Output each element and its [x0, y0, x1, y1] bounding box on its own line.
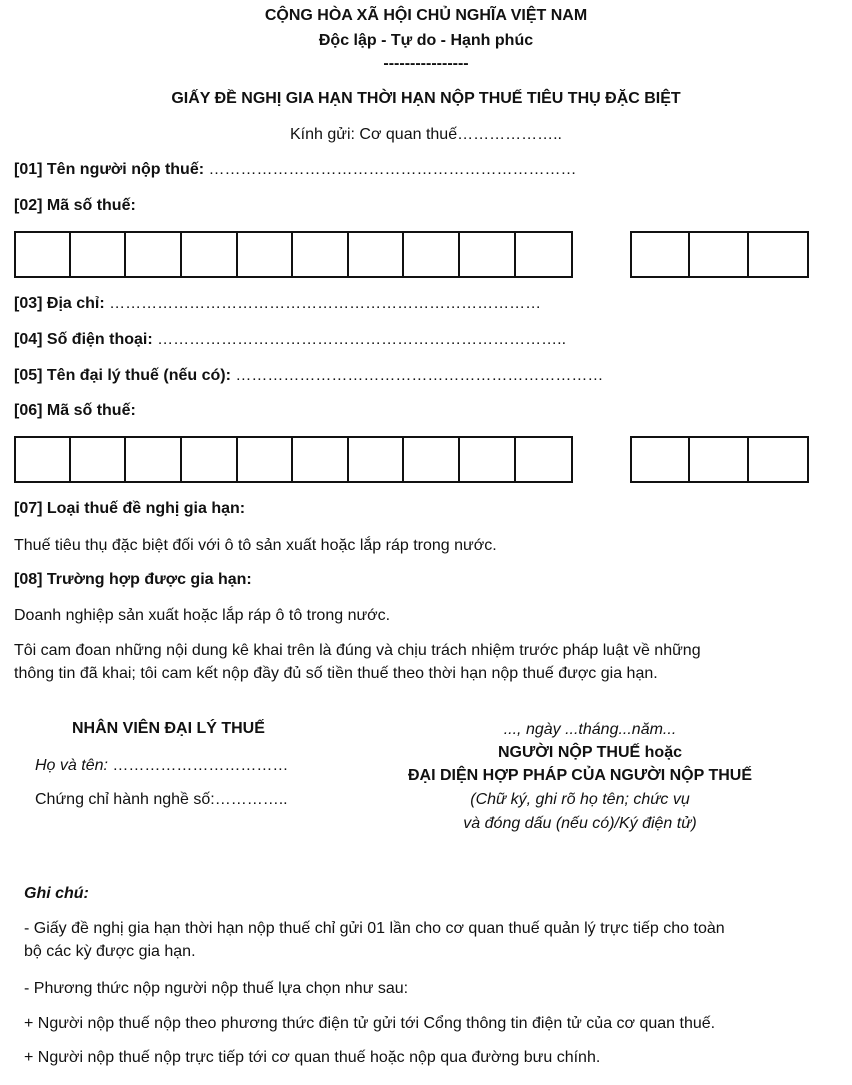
field-01-dots[interactable]: …………………………………………………………… [208, 161, 577, 178]
field-04-dots[interactable]: ………………………………………………………………….. [157, 331, 567, 348]
commitment-line-1: Tôi cam đoan những nội dung kê khai trên là đúng và chịu trách nhiệm trước pháp luật về những [14, 642, 701, 659]
tax-code-box[interactable] [182, 233, 238, 276]
field-07-value: Thuế tiêu thụ đặc biệt đối với ô tô sản xuất hoặc lắp ráp trong nước. [14, 537, 497, 554]
field-03-label: [03] Địa chỉ: [14, 295, 105, 312]
tax-code-box[interactable] [293, 438, 349, 481]
notes-heading: Ghi chú: [24, 885, 89, 902]
taxpayer-title-1: NGƯỜI NỘP THUẾ hoặc [498, 744, 682, 761]
tax-code-box[interactable] [126, 438, 182, 481]
tax-code-box[interactable] [404, 233, 460, 276]
field-01-label: [01] Tên người nộp thuế: [14, 161, 205, 178]
tax-code-box[interactable] [349, 438, 405, 481]
note-3: + Người nộp thuế nộp theo phương thức điện tử gửi tới Cổng thông tin điện tử của cơ quan thuế. [24, 1015, 716, 1032]
document-title: GIẤY ĐỀ NGHỊ GIA HẠN THỜI HẠN NỘP THUẾ TIÊU THỤ ĐẶC BIỆT [171, 90, 681, 107]
tax-code-box[interactable] [293, 233, 349, 276]
taxpayer-title-2: ĐẠI DIỆN HỢP PHÁP CỦA NGƯỜI NỘP THUẾ [407, 767, 753, 784]
agent-certificate: Chứng chỉ hành nghề số:………….. [35, 791, 288, 808]
field-03-dots[interactable]: ……………………………………………………………………… [109, 295, 542, 312]
field-07-label: [07] Loại thuế đề nghị gia hạn: [14, 500, 246, 517]
agent-title: NHÂN VIÊN ĐẠI LÝ THUẾ [72, 720, 265, 737]
field-03 [14, 295, 541, 313]
commitment-line-2: thông tin đã khai; tôi cam kết nộp đầy đủ số tiền thuế theo thời hạn nộp thuế được gia hạn. [14, 665, 658, 682]
taxpayer-note-2: và đóng dấu (nếu có)/Ký điện tử) [463, 815, 697, 832]
tax-code-box[interactable] [71, 233, 127, 276]
field-04-label: [04] Số điện thoại: [14, 331, 153, 348]
field-05-label: [05] Tên đại lý thuế (nếu có): [14, 367, 231, 384]
tax-code-box[interactable] [238, 438, 294, 481]
tax-code-box[interactable] [632, 438, 690, 481]
tax-code-box[interactable] [632, 233, 690, 276]
agent-name-label: Họ và tên: [35, 757, 108, 774]
note-1-line-1: - Giấy đề nghị gia hạn thời hạn nộp thuế chỉ gửi 01 lần cho cơ quan thuế quản lý trực tiếp cho toàn [24, 920, 725, 937]
taxpayer-note-1: (Chữ ký, ghi rõ họ tên; chức vụ [470, 791, 690, 808]
date-line: ..., ngày ...tháng...năm... [503, 721, 677, 738]
note-2: - Phương thức nộp người nộp thuế lựa chọn như sau: [24, 980, 409, 997]
recipient-line: Kính gửi: Cơ quan thuế……………….. [290, 126, 562, 143]
tax-code-box[interactable] [516, 233, 571, 276]
field-08-value: Doanh nghiệp sản xuất hoặc lắp ráp ô tô trong nước. [14, 607, 391, 624]
tax-code-box[interactable] [516, 438, 571, 481]
tax-code-box[interactable] [460, 233, 516, 276]
agent-name-line [35, 757, 288, 775]
agent-tax-code-boxes-main[interactable] [14, 436, 573, 483]
field-02-label: [02] Mã số thuế: [14, 197, 136, 214]
tax-code-box[interactable] [238, 233, 294, 276]
national-motto: Độc lập - Tự do - Hạnh phúc [318, 32, 534, 49]
tax-code-box[interactable] [182, 438, 238, 481]
tax-code-box[interactable] [690, 438, 748, 481]
tax-code-boxes-main[interactable] [14, 231, 573, 278]
tax-code-boxes-branch[interactable] [630, 231, 809, 278]
note-1-line-2: bộ các kỳ được gia hạn. [24, 943, 196, 960]
tax-code-box[interactable] [749, 233, 807, 276]
agent-tax-code-boxes-branch[interactable] [630, 436, 809, 483]
tax-code-box[interactable] [690, 233, 748, 276]
tax-code-box[interactable] [460, 438, 516, 481]
country-name: CỘNG HÒA XÃ HỘI CHỦ NGHĨA VIỆT NAM [264, 7, 588, 24]
agent-name-dots[interactable]: …………………………… [107, 757, 289, 774]
field-05 [14, 367, 603, 385]
field-05-dots[interactable]: …………………………………………………………… [235, 367, 604, 384]
tax-code-box[interactable] [16, 233, 71, 276]
tax-code-box[interactable] [16, 438, 71, 481]
field-01 [14, 161, 577, 179]
field-08-label: [08] Trường hợp được gia hạn: [14, 571, 252, 588]
header-separator: ---------------- [383, 55, 469, 72]
tax-code-box[interactable] [749, 438, 807, 481]
tax-code-box[interactable] [126, 233, 182, 276]
tax-code-box[interactable] [349, 233, 405, 276]
tax-code-box[interactable] [404, 438, 460, 481]
field-04 [14, 331, 566, 349]
field-06-label: [06] Mã số thuế: [14, 402, 136, 419]
note-4: + Người nộp thuế nộp trực tiếp tới cơ quan thuế hoặc nộp qua đường bưu chính. [24, 1049, 601, 1066]
tax-code-box[interactable] [71, 438, 127, 481]
